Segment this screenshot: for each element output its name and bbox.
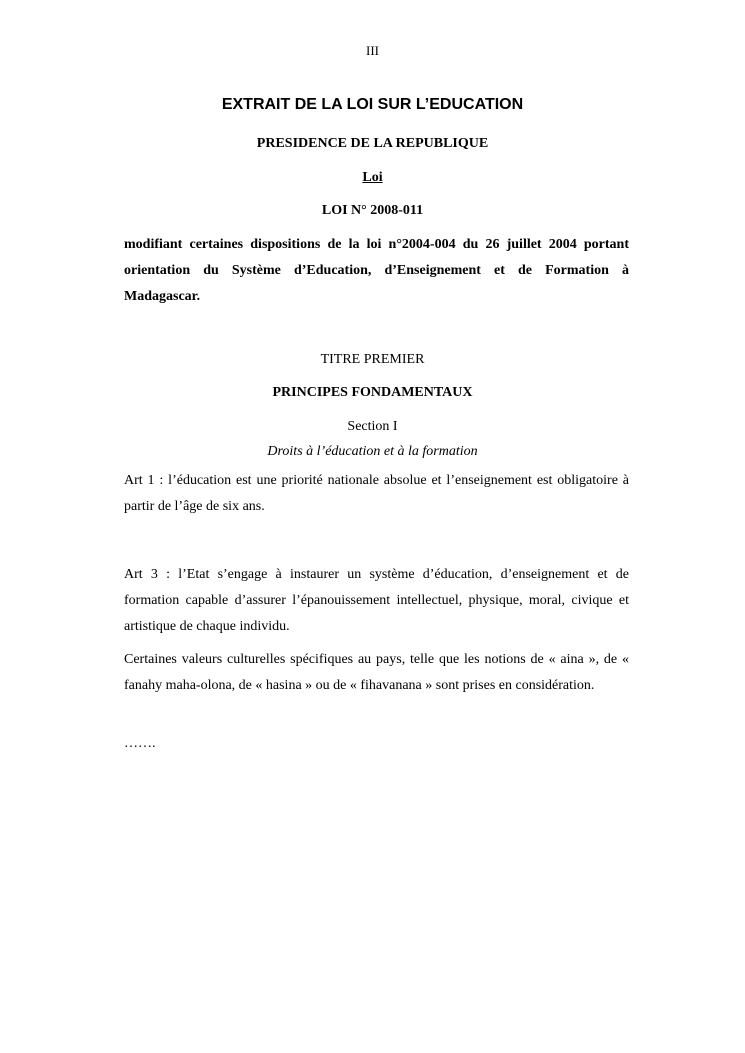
titre-heading: PRINCIPES FONDAMENTAUX (272, 385, 473, 400)
section-subtitle: Droits à l’éducation et à la formation (267, 444, 478, 459)
loi-number: LOI N° 2008-011 (321, 203, 424, 218)
loi-label: Loi (362, 170, 383, 185)
presidence-heading: PRESIDENCE DE LA REPUBLIQUE (256, 136, 489, 151)
page-number: III (366, 43, 379, 58)
section-label: Section I (347, 419, 398, 434)
titre-label: TITRE PREMIER (320, 352, 425, 367)
article-3-paragraph: Art 3 : l’Etat s’engage à instaurer un système d’éducation, d’enseignement et de formation capable d’assurer l’épanouissement intellectuel, physique, moral, civique et artistique de chaque individu. (124, 567, 629, 634)
continuation-ellipsis: ……. (124, 736, 156, 751)
law-intro-paragraph: modifiant certaines dispositions de la loi n°2004-004 du 26 juillet 2004 portant orientation du Système d’Education, d’Enseignement et de Formation à Madagascar. (124, 237, 629, 304)
document-title: EXTRAIT DE LA LOI SUR L’EDUCATION (221, 96, 524, 113)
cultural-values-paragraph: Certaines valeurs culturelles spécifiques au pays, telle que les notions de « aina », de « fanahy maha-olona, de « hasina » ou de « fihavanana » sont prises en considération. (124, 652, 629, 693)
article-1-paragraph: Art 1 : l’éducation est une priorité nationale absolue et l’enseignement est obligatoire à partir de l’âge de six ans. (124, 473, 629, 514)
